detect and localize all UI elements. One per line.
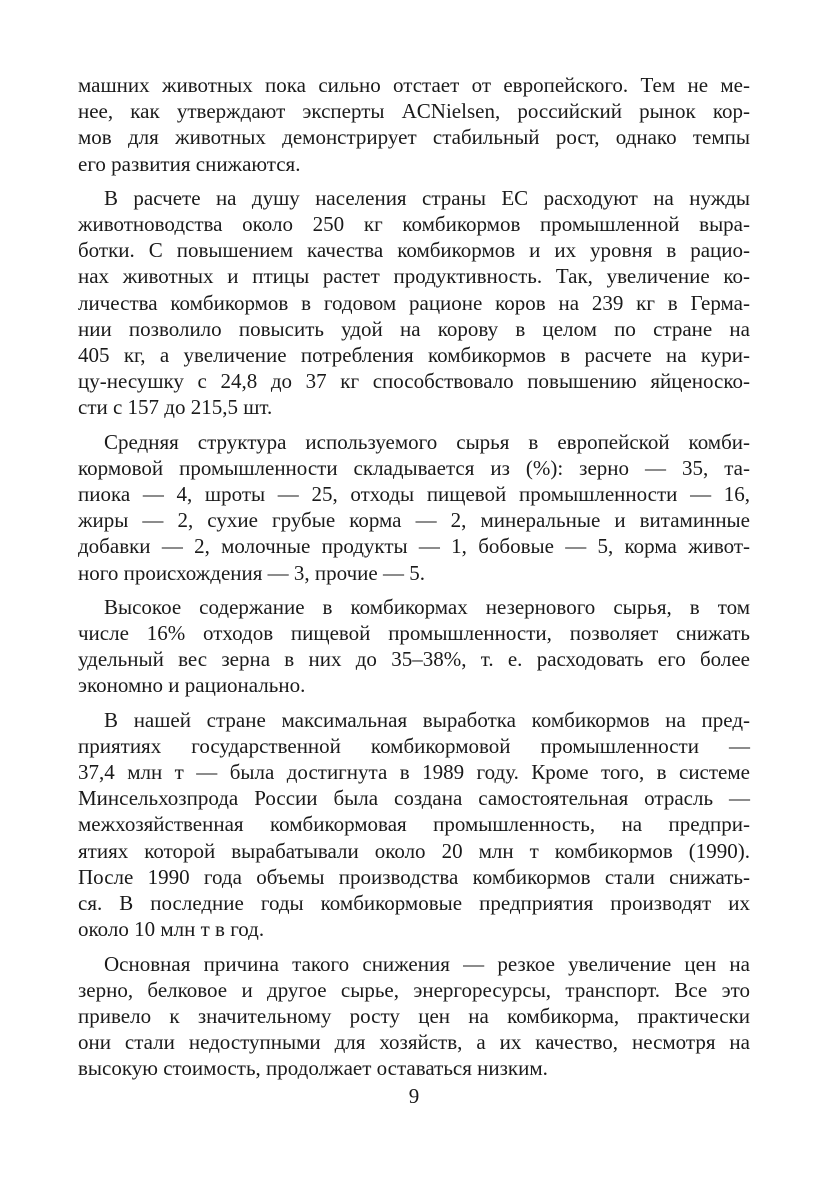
text-line: зерно, белковое и другое сырье, энергоресурсы, транспорт. Все это (78, 977, 750, 1002)
text-line: мов для животных демонстрирует стабильный рост, однако темпы (78, 125, 750, 150)
text-line: нах животных и птицы растет продуктивность. Так, увеличение ко- (78, 264, 750, 289)
text-line: ного происхождения — 3, прочие — 5. (78, 560, 425, 585)
text-line: приятиях государственной комбикормовой промышленности — (78, 733, 750, 758)
text-line: нии позволило повысить удой на корову в целом по стране на (78, 316, 750, 341)
paragraph-6 (78, 951, 750, 1082)
text-line: ятиях которой вырабатывали около 20 млн т комбикормов (1990). (78, 838, 750, 863)
text-line: Минсельхозпрода России была создана самостоятельная отрасль — (78, 786, 750, 811)
text-line: Основная причина такого снижения — резкое увеличение цен на (104, 951, 750, 976)
text-line: кормовой промышленности складывается из (%): зерно — 35, та- (78, 455, 750, 480)
text-line: около 10 млн т в год. (78, 917, 265, 942)
text-line: высокую стоимость, продолжает оставаться низким. (78, 1056, 548, 1081)
paragraph-1 (78, 72, 750, 177)
text-line: 405 кг, а увеличение потребления комбикормов в расчете на кури- (78, 343, 750, 368)
text-line: экономно и рационально. (78, 673, 306, 698)
text-line: Высокое содержание в комбикормах незернового сырья, в том (104, 594, 750, 619)
text-line: цу-несушку с 24,8 до 37 кг способствовало повышению яйценоско- (78, 369, 750, 394)
text-line: 37,4 млн т — была достигнута в 1989 году. Кроме того, в системе (78, 760, 750, 785)
text-line: животноводства около 250 кг комбикормов промышленной выра- (78, 212, 750, 237)
text-line: После 1990 года объемы производства комбикормов стали снижать- (78, 864, 750, 889)
paragraph-5 (78, 707, 750, 943)
text-line: машних животных пока сильно отстает от европейского. Тем не ме- (78, 73, 750, 97)
text-line: привело к значительному росту цен на комбикорма, практически (78, 1003, 750, 1028)
text-line: Средняя структура используемого сырья в европейской комби- (104, 429, 750, 454)
text-line: числе 16% отходов пищевой промышленности, позволяет снижать (78, 621, 750, 646)
paragraph-3 (78, 429, 750, 586)
text-line: личества комбикормов в годовом рационе коров на 239 кг в Герма- (78, 290, 750, 315)
paragraph-2 (78, 185, 750, 421)
text-line: жиры — 2, сухие грубые корма — 2, минеральные и витаминные (78, 508, 750, 533)
text-line: ся. В последние годы комбикормовые предприятия производят их (78, 891, 750, 916)
page-number: 9 (408, 1084, 420, 1108)
page-body (78, 72, 750, 1090)
text-line: сти с 157 до 215,5 шт. (78, 395, 273, 420)
text-line: В расчете на душу населения страны ЕС расходуют на нужды (104, 185, 750, 210)
text-line: ботки. С повышением качества комбикормов и их уровня в рацио- (78, 238, 750, 263)
paragraph-4 (78, 594, 750, 699)
text-line: добавки — 2, молочные продукты — 1, бобовые — 5, корма живот- (78, 534, 750, 559)
text-line: его развития снижаются. (78, 151, 301, 176)
text-line: удельный вес зерна в них до 35–38%, т. е. расходовать его более (78, 647, 750, 672)
text-line: пиока — 4, шроты — 25, отходы пищевой промышленности — 16, (78, 482, 750, 507)
text-line: межхозяйственная комбикормовая промышленность, на предпри- (78, 812, 750, 837)
text-line: нее, как утверждают эксперты ACNielsen, российский рынок кор- (78, 99, 750, 124)
text-line: В нашей стране максимальная выработка комбикормов на пред- (104, 707, 750, 732)
text-line: они стали недоступными для хозяйств, а их качество, несмотря на (78, 1030, 750, 1055)
